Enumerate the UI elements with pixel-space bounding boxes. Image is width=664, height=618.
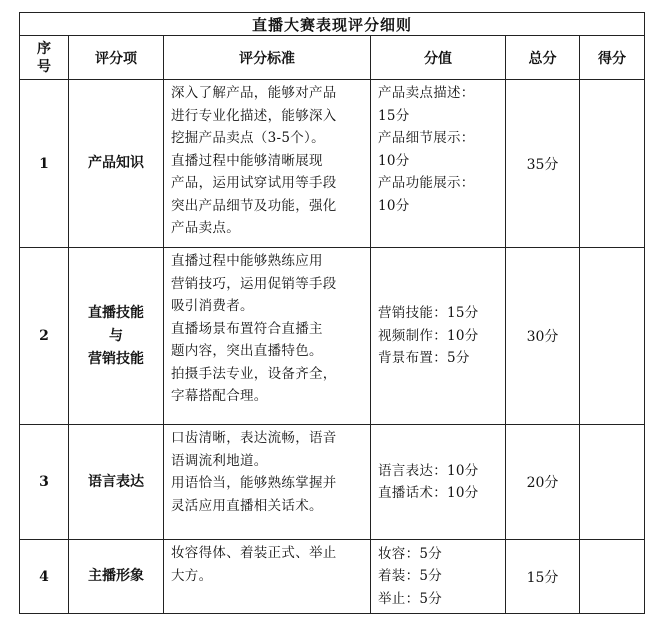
item-line: 直播技能 [88,304,144,321]
value-line: 产品卖点描述： [378,85,475,101]
row-total: 35分 [506,80,580,248]
criteria-line: 进行专业化描述，能够深入 [171,107,337,124]
title-row [20,13,645,36]
row-item [69,248,164,425]
value-line: 着装：5分 [378,568,443,585]
header-score: 得分 [580,36,645,80]
row-criteria [164,540,371,614]
item-line: 与 [109,327,123,344]
row-number: 4 [20,540,69,614]
row-item [69,425,164,540]
row-criteria [164,425,371,540]
criteria-line: 灵活应用直播相关话术。 [171,497,323,514]
header-seq [20,36,69,80]
item-line: 营销技能 [88,350,144,367]
item-line: 主播形象 [88,568,144,584]
row-value [371,540,506,614]
row-value [371,425,506,540]
criteria-line: 突出产品细节及功能，强化 [171,197,337,214]
header-criteria: 评分标准 [164,36,371,80]
row-number: 3 [20,425,69,540]
row-number: 1 [20,80,69,248]
table-title: 直播大赛表现评分细则 [20,13,645,36]
item-line: 语言表达 [88,473,144,490]
value-line: 背景布置：5分 [378,350,470,367]
row-score-input[interactable] [580,540,645,614]
value-line: 10分 [378,197,410,214]
value-line: 举止：5分 [378,590,443,607]
header-row [20,36,645,80]
row-total: 15分 [506,540,580,614]
criteria-line: 吸引消费者。 [171,298,254,314]
criteria-line: 妆容得体、着装正式、举止 [171,545,337,561]
criteria-line: 口齿清晰，表达流畅，语音 [171,430,337,446]
value-line: 营销技能：15分 [378,305,479,322]
value-line: 15分 [378,107,410,124]
value-line: 妆容：5分 [378,545,443,562]
table-row [20,80,645,248]
criteria-line: 挖掘产品卖点（3-5个）。 [171,130,325,146]
value-line: 10分 [378,152,410,169]
header-seq-line2: 号 [37,58,51,75]
row-total: 20分 [506,425,580,540]
scoring-table [19,12,645,614]
row-score-input[interactable] [580,80,645,248]
table-row [20,425,645,540]
row-item [69,540,164,614]
criteria-line: 用语恰当，能够熟练掌握并 [171,475,337,491]
header-seq-line1: 序 [37,40,51,57]
row-score-input[interactable] [580,248,645,425]
item-line: 产品知识 [88,155,144,171]
row-total: 30分 [506,248,580,425]
criteria-line: 产品卖点。 [171,220,240,236]
criteria-line: 语调流利地道。 [171,452,268,469]
criteria-line: 营销技巧，运用促销等手段 [171,275,337,292]
criteria-line: 直播过程中能够熟练应用 [171,253,323,269]
criteria-line: 产品，运用试穿试用等手段 [171,175,337,191]
criteria-line: 直播过程中能够清晰展现 [171,152,323,169]
row-score-input[interactable] [580,425,645,540]
row-criteria [164,80,371,248]
criteria-line: 直播场景布置符合直播主 [171,320,323,337]
value-line: 语言表达：10分 [378,462,479,479]
criteria-line: 字幕搭配合理。 [171,388,268,404]
criteria-line: 题内容，突出直播特色。 [171,343,323,359]
header-total: 总分 [506,36,580,80]
value-line: 产品细节展示： [378,130,475,146]
header-item: 评分项 [69,36,164,80]
row-value [371,80,506,248]
row-criteria [164,248,371,425]
value-line: 视频制作：10分 [378,327,479,344]
value-line: 产品功能展示： [378,175,475,191]
header-value: 分值 [371,36,506,80]
row-number: 2 [20,248,69,425]
row-value [371,248,506,425]
criteria-line: 深入了解产品，能够对产品 [171,85,337,101]
criteria-line: 大方。 [171,567,213,584]
table-row [20,248,645,425]
criteria-line: 拍摄手法专业，设备齐全， [171,365,337,382]
row-item [69,80,164,248]
value-line: 直播话术：10分 [378,485,479,501]
table-row [20,540,645,614]
